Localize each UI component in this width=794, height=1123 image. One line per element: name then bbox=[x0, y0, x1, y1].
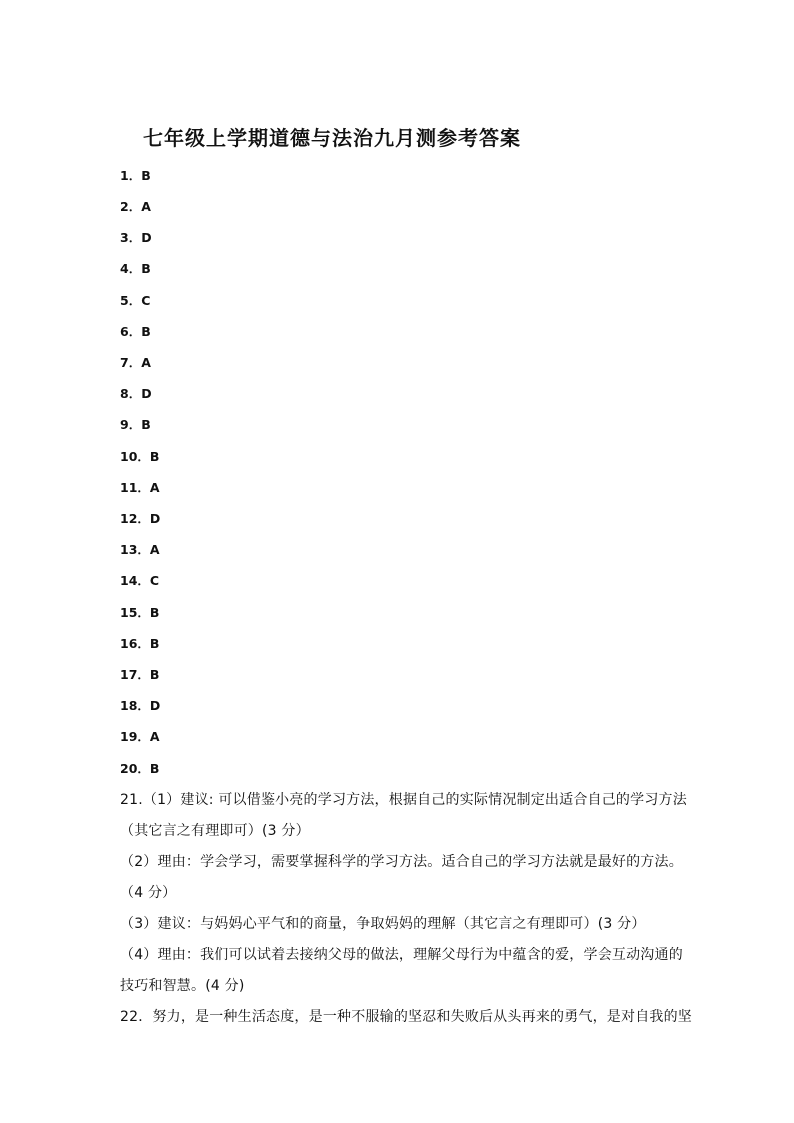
document-title: 七年级上学期道德与法治九月测参考答案 bbox=[143, 126, 521, 150]
q21-line: （2）理由：学会学习，需要掌握科学的学习方法。适合自己的学习方法就是最好的方法。 bbox=[120, 854, 683, 870]
answer-item: 16．B bbox=[120, 636, 160, 651]
q21-line: （4）理由：我们可以试着去接纳父母的做法，理解父母行为中蕴含的爱，学会互动沟通的 bbox=[120, 947, 683, 963]
answer-item: 1．B bbox=[120, 168, 151, 183]
answer-item: 19．A bbox=[120, 729, 160, 744]
answer-item: 8．D bbox=[120, 386, 152, 401]
q21-line: （4 分） bbox=[120, 885, 177, 901]
q22-line: 22．努力，是一种生活态度，是一种不服输的坚忍和失败后从头再来的勇气，是对自我的坚 bbox=[120, 1009, 693, 1025]
answer-item: 2．A bbox=[120, 199, 151, 214]
answer-item: 13．A bbox=[120, 542, 160, 557]
answer-item: 14．C bbox=[120, 573, 160, 588]
answer-item: 20．B bbox=[120, 761, 160, 776]
answer-item: 6．B bbox=[120, 324, 151, 339]
q21-line: 技巧和智慧。(4 分) bbox=[120, 978, 245, 994]
answer-item: 18．D bbox=[120, 698, 161, 713]
answer-item: 5．C bbox=[120, 293, 151, 308]
answer-item: 9．B bbox=[120, 417, 151, 432]
q21-line: （其它言之有理即可）(3 分） bbox=[120, 823, 310, 839]
answer-item: 11．A bbox=[120, 480, 160, 495]
answer-item: 7．A bbox=[120, 355, 151, 370]
answer-item: 12．D bbox=[120, 511, 161, 526]
answer-item: 4．B bbox=[120, 261, 151, 276]
answer-item: 3．D bbox=[120, 230, 152, 245]
q21-line: （3）建议：与妈妈心平气和的商量，争取妈妈的理解（其它言之有理即可）(3 分） bbox=[120, 916, 646, 932]
answer-item: 15．B bbox=[120, 605, 160, 620]
answer-item: 17．B bbox=[120, 667, 160, 682]
answer-item: 10．B bbox=[120, 449, 160, 464]
q21-line: 21.（1）建议: 可以借鉴小亮的学习方法，根据自己的实际情况制定出适合自己的学习方法 bbox=[120, 792, 687, 808]
